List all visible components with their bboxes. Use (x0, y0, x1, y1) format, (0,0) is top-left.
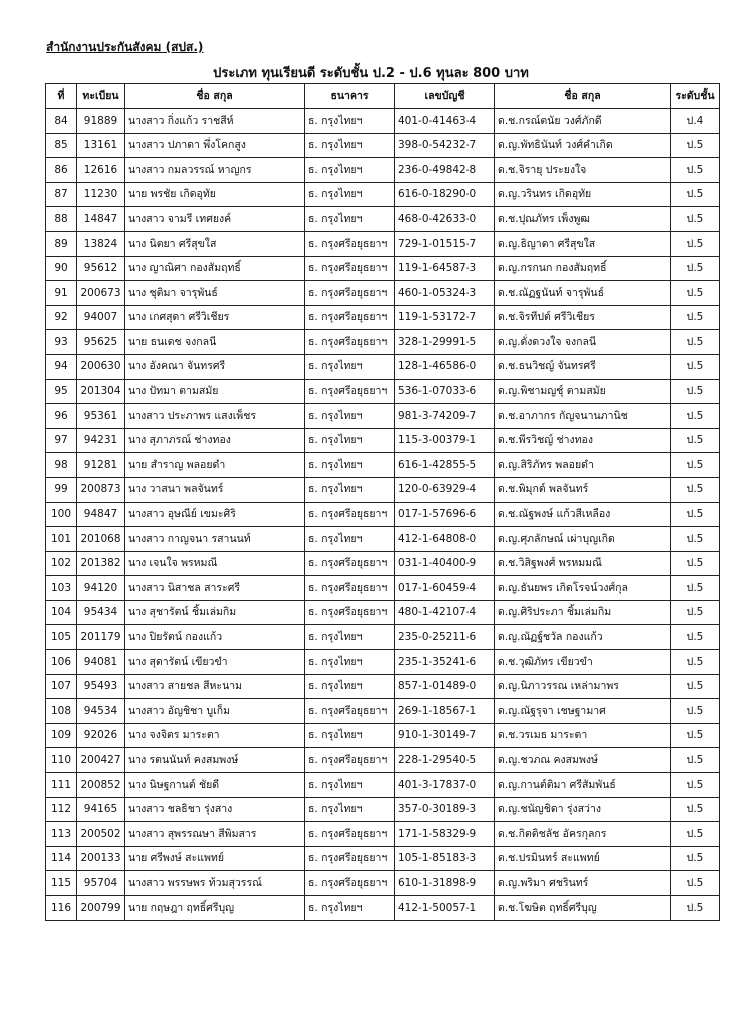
bank-name-cell: ธ. กรุงศรีอยุธยาฯ (305, 576, 395, 601)
column-header-student-name: ชื่อ สกุล (495, 84, 671, 109)
table-row (46, 207, 720, 232)
parent-name-cell: นาย ศรีพงษ์ สะแพทย์ (125, 846, 305, 871)
account-number-cell: 401-3-17837-0 (395, 773, 495, 798)
bank-name-cell: ธ. กรุงไทยฯ (305, 428, 395, 453)
parent-name-cell: นางสาว กิ่งแก้ว ราชสีห์ (125, 109, 305, 134)
grade-level-cell: ป.5 (671, 404, 720, 429)
bank-name-cell: ธ. กรุงไทยฯ (305, 207, 395, 232)
student-name-cell: ด.ช.ณัฏฐนันท์ จารุพันธ์ (495, 281, 671, 306)
bank-name-cell: ธ. กรุงศรีอยุธยาฯ (305, 281, 395, 306)
row-number-cell: 95 (46, 379, 77, 404)
grade-level-cell: ป.5 (671, 551, 720, 576)
table-row (46, 846, 720, 871)
student-name-cell: ด.ช.จิรทีปต์ ศรีวิเชียร (495, 305, 671, 330)
column-header-account-number: เลขบัญชี (395, 84, 495, 109)
registration-number-cell: 94081 (77, 650, 125, 675)
grade-level-cell: ป.5 (671, 477, 720, 502)
bank-name-cell: ธ. กรุงศรีอยุธยาฯ (305, 256, 395, 281)
parent-name-cell: นางสาว อุษณีย์ เขมะศิริ (125, 502, 305, 527)
row-number-cell: 96 (46, 404, 77, 429)
bank-name-cell: ธ. กรุงศรีอยุธยาฯ (305, 699, 395, 724)
table-row (46, 699, 720, 724)
parent-name-cell: นางสาว จามรี เทศยงค์ (125, 207, 305, 232)
account-number-cell: 119-1-53172-7 (395, 305, 495, 330)
account-number-cell: 017-1-57696-6 (395, 502, 495, 527)
table-row (46, 158, 720, 183)
organization-title: สำนักงานประกันสังคม (สปส.) (46, 40, 204, 54)
column-header-registration: ทะเบียน (77, 84, 125, 109)
registration-number-cell: 200133 (77, 846, 125, 871)
row-number-cell: 88 (46, 207, 77, 232)
registration-number-cell: 94847 (77, 502, 125, 527)
grade-level-cell: ป.5 (671, 625, 720, 650)
grade-level-cell: ป.5 (671, 773, 720, 798)
registration-number-cell: 200502 (77, 822, 125, 847)
bank-name-cell: ธ. กรุงไทยฯ (305, 133, 395, 158)
student-name-cell: ด.ญ.พริมา ศชรินทร์ (495, 871, 671, 896)
parent-name-cell: นาง ปิยรัตน์ กองแก้ว (125, 625, 305, 650)
account-number-cell: 120-0-63929-4 (395, 477, 495, 502)
account-number-cell: 412-1-64808-0 (395, 527, 495, 552)
column-header-parent-name: ชื่อ สกุล (125, 84, 305, 109)
account-number-cell: 235-1-35241-6 (395, 650, 495, 675)
bank-name-cell: ธ. กรุงไทยฯ (305, 109, 395, 134)
parent-name-cell: นาง เกศสุดา ศรีวิเชียร (125, 305, 305, 330)
bank-name-cell: ธ. กรุงไทยฯ (305, 477, 395, 502)
registration-number-cell: 94120 (77, 576, 125, 601)
document-title: ประเภท ทุนเรียนดี ระดับชั้น ป.2 - ป.6 ทุนละ 800 บาท (213, 66, 529, 81)
parent-name-cell: นางสาว สายชล สีหะนาม (125, 674, 305, 699)
row-number-cell: 92 (46, 305, 77, 330)
row-number-cell: 87 (46, 182, 77, 207)
row-number-cell: 98 (46, 453, 77, 478)
parent-name-cell: นางสาว ประภาพร แสงเพ็ชร (125, 404, 305, 429)
grade-level-cell: ป.5 (671, 600, 720, 625)
table-row (46, 182, 720, 207)
table-row (46, 453, 720, 478)
student-name-cell: ด.ญ.พิชามญชุ์ ตามสมัย (495, 379, 671, 404)
account-number-cell: 115-3-00379-1 (395, 428, 495, 453)
grade-level-cell: ป.5 (671, 748, 720, 773)
registration-number-cell: 94534 (77, 699, 125, 724)
row-number-cell: 99 (46, 477, 77, 502)
registration-number-cell: 94231 (77, 428, 125, 453)
student-name-cell: ด.ญ.กานต์ติมา ศรีสัมพันธ์ (495, 773, 671, 798)
grade-level-cell: ป.5 (671, 428, 720, 453)
grade-level-cell: ป.5 (671, 527, 720, 552)
grade-level-cell: ป.5 (671, 650, 720, 675)
table-row (46, 281, 720, 306)
parent-name-cell: นางสาว พรรษพร ท้วมสุวรรณ์ (125, 871, 305, 896)
grade-level-cell: ป.5 (671, 330, 720, 355)
table-row (46, 625, 720, 650)
parent-name-cell: นาง วาสนา พลจันทร์ (125, 477, 305, 502)
student-name-cell: ด.ญ.กรกนก กองสัมฤทธิ์ (495, 256, 671, 281)
row-number-cell: 116 (46, 896, 77, 921)
grade-level-cell: ป.5 (671, 699, 720, 724)
grade-level-cell: ป.5 (671, 797, 720, 822)
registration-number-cell: 95612 (77, 256, 125, 281)
grade-level-cell: ป.5 (671, 674, 720, 699)
registration-number-cell: 201304 (77, 379, 125, 404)
bank-name-cell: ธ. กรุงศรีอยุธยาฯ (305, 600, 395, 625)
row-number-cell: 105 (46, 625, 77, 650)
grade-level-cell: ป.5 (671, 871, 720, 896)
grade-level-cell: ป.5 (671, 846, 720, 871)
grade-level-cell: ป.5 (671, 379, 720, 404)
column-header-bank: ธนาคาร (305, 84, 395, 109)
student-name-cell: ด.ช.วุฒิภัทร เขียวขำ (495, 650, 671, 675)
student-name-cell: ด.ช.ปุณภัทร เพ็งพูฒ (495, 207, 671, 232)
parent-name-cell: นาง จงจิตร มาระตา (125, 723, 305, 748)
grade-level-cell: ป.5 (671, 453, 720, 478)
row-number-cell: 109 (46, 723, 77, 748)
registration-number-cell: 95493 (77, 674, 125, 699)
table-row (46, 330, 720, 355)
scholarship-table (45, 83, 720, 921)
student-name-cell: ด.ญ.ชนัญชิดา รุ่งสว่าง (495, 797, 671, 822)
registration-number-cell: 95625 (77, 330, 125, 355)
registration-number-cell: 200852 (77, 773, 125, 798)
parent-name-cell: นาง ปัทมา ตามสมัย (125, 379, 305, 404)
table-row (46, 896, 720, 921)
row-number-cell: 86 (46, 158, 77, 183)
table-row (46, 502, 720, 527)
grade-level-cell: ป.5 (671, 281, 720, 306)
parent-name-cell: นางสาว นิสาชล สาระศรี (125, 576, 305, 601)
registration-number-cell: 12616 (77, 158, 125, 183)
row-number-cell: 114 (46, 846, 77, 871)
account-number-cell: 616-1-42855-5 (395, 453, 495, 478)
row-number-cell: 108 (46, 699, 77, 724)
grade-level-cell: ป.5 (671, 158, 720, 183)
bank-name-cell: ธ. กรุงศรีอยุธยาฯ (305, 551, 395, 576)
grade-level-cell: ป.5 (671, 207, 720, 232)
row-number-cell: 112 (46, 797, 77, 822)
registration-number-cell: 95361 (77, 404, 125, 429)
bank-name-cell: ธ. กรุงศรีอยุธยาฯ (305, 748, 395, 773)
column-header-no: ที่ (46, 84, 77, 109)
parent-name-cell: นาง ญาณิศา กองสัมฤทธิ์ (125, 256, 305, 281)
account-number-cell: 017-1-60459-4 (395, 576, 495, 601)
registration-number-cell: 201068 (77, 527, 125, 552)
bank-name-cell: ธ. กรุงไทยฯ (305, 453, 395, 478)
table-row (46, 527, 720, 552)
registration-number-cell: 95704 (77, 871, 125, 896)
parent-name-cell: นางสาว กมลวรรณ์ หาญกร (125, 158, 305, 183)
bank-name-cell: ธ. กรุงศรีอยุธยาฯ (305, 231, 395, 256)
parent-name-cell: นางสาว กาญจนา รสานนท์ (125, 527, 305, 552)
student-name-cell: ด.ช.พีรวิชญ์ ช่างทอง (495, 428, 671, 453)
account-number-cell: 235-0-25211-6 (395, 625, 495, 650)
student-name-cell: ด.ช.วิสิฐพงศ์ พรหมมณี (495, 551, 671, 576)
account-number-cell: 119-1-64587-3 (395, 256, 495, 281)
parent-name-cell: นาย สำราญ พลอยดำ (125, 453, 305, 478)
account-number-cell: 857-1-01489-0 (395, 674, 495, 699)
table-row (46, 773, 720, 798)
bank-name-cell: ธ. กรุงไทยฯ (305, 773, 395, 798)
account-number-cell: 128-1-46586-0 (395, 354, 495, 379)
parent-name-cell: นาย ธนเดช จงกลนี (125, 330, 305, 355)
table-row (46, 109, 720, 134)
account-number-cell: 412-1-50057-1 (395, 896, 495, 921)
account-number-cell: 616-0-18290-0 (395, 182, 495, 207)
grade-level-cell: ป.5 (671, 502, 720, 527)
student-name-cell: ด.ช.ปรมินทร์ สะแพทย์ (495, 846, 671, 871)
account-number-cell: 236-0-49842-8 (395, 158, 495, 183)
registration-number-cell: 91889 (77, 109, 125, 134)
bank-name-cell: ธ. กรุงไทยฯ (305, 674, 395, 699)
account-number-cell: 460-1-05324-3 (395, 281, 495, 306)
parent-name-cell: นาง นิษฐกานต์ ชัยดี (125, 773, 305, 798)
grade-level-cell: ป.5 (671, 822, 720, 847)
student-name-cell: ด.ญ.ดั่งดวงใจ จงกลนี (495, 330, 671, 355)
registration-number-cell: 92026 (77, 723, 125, 748)
table-row (46, 256, 720, 281)
student-name-cell: ด.ญ.ณัฐรุจา เชษฐามาศ (495, 699, 671, 724)
account-number-cell: 981-3-74209-7 (395, 404, 495, 429)
student-name-cell: ด.ช.วรเมธ มาระตา (495, 723, 671, 748)
grade-level-cell: ป.5 (671, 305, 720, 330)
student-name-cell: ด.ญ.ศุภลักษณ์ เผ่าบุญเกิด (495, 527, 671, 552)
row-number-cell: 102 (46, 551, 77, 576)
account-number-cell: 328-1-29991-5 (395, 330, 495, 355)
registration-number-cell: 91281 (77, 453, 125, 478)
registration-number-cell: 14847 (77, 207, 125, 232)
registration-number-cell: 201382 (77, 551, 125, 576)
registration-number-cell: 200799 (77, 896, 125, 921)
registration-number-cell: 13161 (77, 133, 125, 158)
account-number-cell: 536-1-07033-6 (395, 379, 495, 404)
student-name-cell: ด.ญ.ณัฏฐ์ชวัล กองแก้ว (495, 625, 671, 650)
account-number-cell: 031-1-40400-9 (395, 551, 495, 576)
parent-name-cell: นาง สุดารัตน์ เขียวขำ (125, 650, 305, 675)
registration-number-cell: 200873 (77, 477, 125, 502)
account-number-cell: 171-1-58329-9 (395, 822, 495, 847)
parent-name-cell: นาย พรชัย เกิดอุทัย (125, 182, 305, 207)
row-number-cell: 97 (46, 428, 77, 453)
row-number-cell: 100 (46, 502, 77, 527)
bank-name-cell: ธ. กรุงศรีอยุธยาฯ (305, 330, 395, 355)
bank-name-cell: ธ. กรุงไทยฯ (305, 896, 395, 921)
row-number-cell: 84 (46, 109, 77, 134)
student-name-cell: ด.ญ.ธันยพร เกิดโรจน์วงศ์กุล (495, 576, 671, 601)
parent-name-cell: นางสาว สุพรรณษา สีพิมสาร (125, 822, 305, 847)
registration-number-cell: 201179 (77, 625, 125, 650)
student-name-cell: ด.ช.จิรายุ ประยงใจ (495, 158, 671, 183)
table-row (46, 428, 720, 453)
row-number-cell: 90 (46, 256, 77, 281)
registration-number-cell: 13824 (77, 231, 125, 256)
row-number-cell: 111 (46, 773, 77, 798)
parent-name-cell: นาย กฤษฎา ฤทธิ์ศรีบุญ (125, 896, 305, 921)
registration-number-cell: 200630 (77, 354, 125, 379)
table-row (46, 305, 720, 330)
table-row (46, 133, 720, 158)
table-row (46, 551, 720, 576)
account-number-cell: 468-0-42633-0 (395, 207, 495, 232)
row-number-cell: 107 (46, 674, 77, 699)
grade-level-cell: ป.4 (671, 109, 720, 134)
student-name-cell: ด.ช.กรณ์ตนัย วงศ์ภักดี (495, 109, 671, 134)
bank-name-cell: ธ. กรุงไทยฯ (305, 650, 395, 675)
row-number-cell: 101 (46, 527, 77, 552)
row-number-cell: 103 (46, 576, 77, 601)
row-number-cell: 113 (46, 822, 77, 847)
registration-number-cell: 200427 (77, 748, 125, 773)
row-number-cell: 110 (46, 748, 77, 773)
row-number-cell: 93 (46, 330, 77, 355)
table-row (46, 600, 720, 625)
table-row (46, 748, 720, 773)
account-number-cell: 729-1-01515-7 (395, 231, 495, 256)
student-name-cell: ด.ช.ณัฐพงษ์ แก้วสีเหลือง (495, 502, 671, 527)
student-name-cell: ด.ช.พิมุกต์ พลจันทร์ (495, 477, 671, 502)
registration-number-cell: 200673 (77, 281, 125, 306)
bank-name-cell: ธ. กรุงศรีอยุธยาฯ (305, 502, 395, 527)
grade-level-cell: ป.5 (671, 133, 720, 158)
bank-name-cell: ธ. กรุงศรีอยุธยาฯ (305, 305, 395, 330)
table-row (46, 723, 720, 748)
grade-level-cell: ป.5 (671, 723, 720, 748)
grade-level-cell: ป.5 (671, 256, 720, 281)
student-name-cell: ด.ญ.พัทธินันท์ วงศ์คำเกิด (495, 133, 671, 158)
table-row (46, 871, 720, 896)
table-row (46, 379, 720, 404)
grade-level-cell: ป.5 (671, 576, 720, 601)
table-row (46, 797, 720, 822)
student-name-cell: ด.ญ.ศิริประภา ชิ้มเล่มกิม (495, 600, 671, 625)
grade-level-cell: ป.5 (671, 354, 720, 379)
account-number-cell: 269-1-18567-1 (395, 699, 495, 724)
table-header-row (46, 84, 720, 109)
student-name-cell: ด.ญ.นิภาวรรณ เหล่ามาพร (495, 674, 671, 699)
student-name-cell: ด.ช.ธนวิชญ์ จันทรศรี (495, 354, 671, 379)
account-number-cell: 610-1-31898-9 (395, 871, 495, 896)
account-number-cell: 910-1-30149-7 (395, 723, 495, 748)
row-number-cell: 89 (46, 231, 77, 256)
bank-name-cell: ธ. กรุงไทยฯ (305, 158, 395, 183)
grade-level-cell: ป.5 (671, 231, 720, 256)
bank-name-cell: ธ. กรุงไทยฯ (305, 354, 395, 379)
bank-name-cell: ธ. กรุงไทยฯ (305, 182, 395, 207)
student-name-cell: ด.ช.อาภากร กัญจนานภานิช (495, 404, 671, 429)
account-number-cell: 401-0-41463-4 (395, 109, 495, 134)
table-row (46, 354, 720, 379)
parent-name-cell: นาง เจนใจ พรหมณี (125, 551, 305, 576)
account-number-cell: 480-1-42107-4 (395, 600, 495, 625)
parent-name-cell: นาง ชุติมา จารุพันธ์ (125, 281, 305, 306)
student-name-cell: ด.ช.โฆษิต ฤทธิ์ศรีบุญ (495, 896, 671, 921)
account-number-cell: 357-0-30189-3 (395, 797, 495, 822)
bank-name-cell: ธ. กรุงศรีอยุธยาฯ (305, 846, 395, 871)
table-row (46, 674, 720, 699)
table-row (46, 576, 720, 601)
parent-name-cell: นางสาว ชลธิชา รุ่งสาง (125, 797, 305, 822)
bank-name-cell: ธ. กรุงไทยฯ (305, 797, 395, 822)
table-row (46, 650, 720, 675)
column-header-grade-level: ระดับชั้น (671, 84, 720, 109)
table-row (46, 231, 720, 256)
bank-name-cell: ธ. กรุงไทยฯ (305, 404, 395, 429)
table-row (46, 822, 720, 847)
bank-name-cell: ธ. กรุงไทยฯ (305, 625, 395, 650)
registration-number-cell: 11230 (77, 182, 125, 207)
account-number-cell: 105-1-85183-3 (395, 846, 495, 871)
parent-name-cell: นาง นิตยา ศรีสุขใส (125, 231, 305, 256)
table-row (46, 404, 720, 429)
row-number-cell: 104 (46, 600, 77, 625)
student-name-cell: ด.ช.กิตติชลัช อัครกุลกร (495, 822, 671, 847)
bank-name-cell: ธ. กรุงศรีอยุธยาฯ (305, 379, 395, 404)
bank-name-cell: ธ. กรุงไทยฯ (305, 723, 395, 748)
row-number-cell: 85 (46, 133, 77, 158)
parent-name-cell: นาง อังคณา จันทรศรี (125, 354, 305, 379)
parent-name-cell: นางสาว อัญชิชา บูเก็ม (125, 699, 305, 724)
registration-number-cell: 94007 (77, 305, 125, 330)
student-name-cell: ด.ญ.ชวภณ คงสมพงษ์ (495, 748, 671, 773)
student-name-cell: ด.ญ.สิริภัทร พลอยดำ (495, 453, 671, 478)
row-number-cell: 94 (46, 354, 77, 379)
student-name-cell: ด.ญ.วรินทร เกิดอุทัย (495, 182, 671, 207)
bank-name-cell: ธ. กรุงศรีอยุธยาฯ (305, 871, 395, 896)
student-name-cell: ด.ญ.ธิญาดา ศรีสุขใส (495, 231, 671, 256)
parent-name-cell: นางสาว ปภาดา พึ่งโคกสูง (125, 133, 305, 158)
row-number-cell: 115 (46, 871, 77, 896)
grade-level-cell: ป.5 (671, 896, 720, 921)
account-number-cell: 398-0-54232-7 (395, 133, 495, 158)
row-number-cell: 91 (46, 281, 77, 306)
table-row (46, 477, 720, 502)
bank-name-cell: ธ. กรุงไทยฯ (305, 527, 395, 552)
parent-name-cell: นาง รตนนันท์ คงสมพงษ์ (125, 748, 305, 773)
row-number-cell: 106 (46, 650, 77, 675)
bank-name-cell: ธ. กรุงศรีอยุธยาฯ (305, 822, 395, 847)
grade-level-cell: ป.5 (671, 182, 720, 207)
parent-name-cell: นาง สุภาภรณ์ ช่างทอง (125, 428, 305, 453)
registration-number-cell: 94165 (77, 797, 125, 822)
account-number-cell: 228-1-29540-5 (395, 748, 495, 773)
registration-number-cell: 95434 (77, 600, 125, 625)
parent-name-cell: นาง สุชารัตน์ ชิ้มเล่มกิม (125, 600, 305, 625)
